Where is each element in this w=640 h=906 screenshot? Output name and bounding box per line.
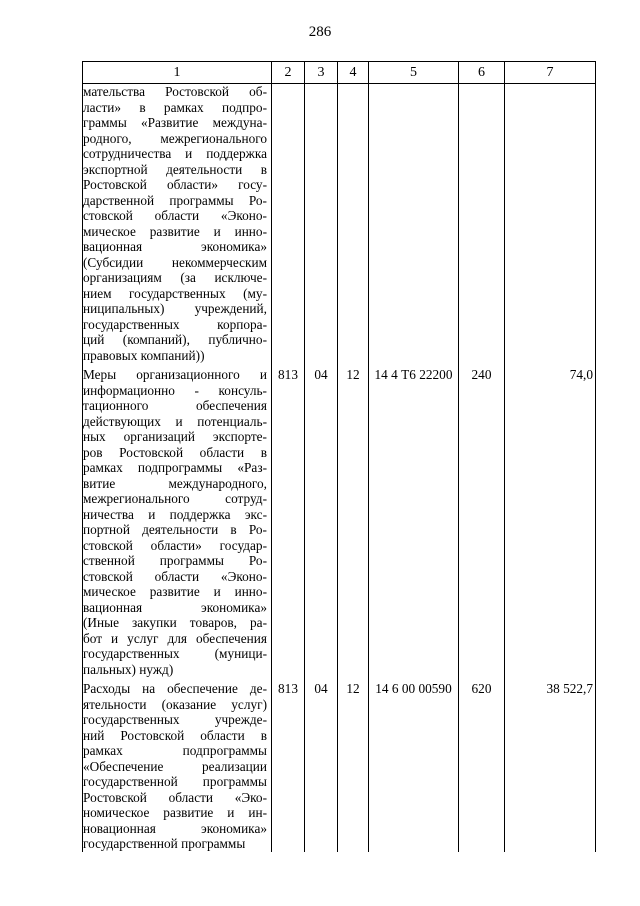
description-line: действующих и потенциаль- — [83, 413, 267, 429]
table-row — [83, 677, 596, 852]
description-line: вационная экономика» — [83, 599, 267, 615]
description-line: межрегионального сотруд- — [83, 491, 267, 506]
description-line: родного, межрегионального — [83, 130, 267, 146]
description-line: информационно - консуль- — [83, 382, 267, 398]
page-number: 286 — [308, 24, 332, 40]
section-code: 04 — [305, 677, 338, 852]
section-code: 04 — [305, 363, 338, 677]
row-description — [83, 677, 272, 852]
description-line: ниципальных) учреждений, — [83, 301, 267, 316]
amount-value — [505, 84, 596, 364]
row-description — [83, 84, 272, 364]
table-row — [83, 84, 596, 364]
description-line: «Обеспечение реализации — [83, 758, 267, 774]
column-header: 3 — [305, 62, 338, 84]
subsection-code: 12 — [338, 677, 369, 852]
description-line: государственных учрежде- — [83, 712, 267, 727]
section-code — [305, 84, 338, 364]
description-line: сотрудничества и поддержка — [83, 146, 267, 161]
amount-value: 74,0 — [505, 363, 596, 677]
description-line: тационного обеспечения — [83, 398, 267, 413]
description-line: мическое развитие и инно- — [83, 584, 267, 599]
table-header-row — [83, 62, 596, 84]
description-line: вационная экономика» — [83, 239, 267, 254]
amount-value: 38 522,7 — [505, 677, 596, 852]
description-line: ных организаций экспорте- — [83, 429, 267, 444]
description-line: организациям (за исключе- — [83, 270, 267, 285]
ministry-code: 813 — [272, 363, 305, 677]
target-article-code — [369, 84, 459, 364]
description-line: стовской области «Эконо- — [83, 568, 267, 584]
row-description — [83, 363, 272, 677]
description-line: (Субсидии некоммерческим — [83, 254, 267, 270]
description-line: государственных (муници- — [83, 646, 267, 661]
description-line: нием государственных (му- — [83, 285, 267, 301]
expense-type-code: 620 — [459, 677, 505, 852]
description-line: Расходы на обеспечение де- — [83, 681, 267, 696]
description-line: новационная экономика» — [83, 820, 267, 836]
ministry-code: 813 — [272, 677, 305, 852]
target-article-code: 14 4 Т6 22200 — [369, 363, 459, 677]
description-line: ничества и поддержка экс- — [83, 506, 267, 522]
description-line: ятельности (оказание услуг) — [83, 696, 267, 712]
description-line: рамках подпрограммы — [83, 743, 267, 758]
table-row — [83, 363, 596, 677]
description-line: государственной программы — [83, 836, 246, 851]
description-line: стовской области «Эконо- — [83, 208, 267, 223]
subsection-code: 12 — [338, 363, 369, 677]
description-line: мательства Ростовской об- — [83, 84, 267, 99]
description-line: бот и услуг для обеспечения — [83, 630, 267, 646]
subsection-code — [338, 84, 369, 364]
description-line: государственных корпора- — [83, 316, 267, 332]
target-article-code: 14 6 00 00590 — [369, 677, 459, 852]
description-line: портной деятельности в Ро- — [83, 522, 267, 537]
column-header: 5 — [369, 62, 459, 84]
column-header: 6 — [459, 62, 505, 84]
description-line: граммы «Развитие междуна- — [83, 115, 267, 130]
description-line: ций (компаний), публично- — [83, 332, 267, 347]
description-line: рамках подпрограммы «Раз- — [83, 460, 267, 475]
budget-table — [82, 61, 596, 852]
expense-type-code: 240 — [459, 363, 505, 677]
description-line: дарственной программы Ро- — [83, 192, 267, 208]
description-line: витие международного, — [83, 475, 267, 491]
description-line: стовской области» государ- — [83, 537, 267, 553]
description-line: ров Ростовской области в — [83, 444, 267, 460]
column-header: 7 — [505, 62, 596, 84]
description-line: ний Ростовской области в — [83, 727, 267, 743]
ministry-code — [272, 84, 305, 364]
expense-type-code — [459, 84, 505, 364]
description-line: экспортной деятельности в — [83, 161, 267, 177]
description-line: Ростовской области» госу- — [83, 177, 267, 192]
description-line: государственной программы — [83, 774, 267, 789]
description-line: номическое развитие и ин- — [83, 805, 267, 820]
description-line: правовых компаний)) — [83, 347, 205, 363]
column-header: 2 — [272, 62, 305, 84]
description-line: Ростовской области «Эко- — [83, 789, 267, 805]
description-line: мическое развитие и инно- — [83, 223, 267, 239]
description-line: ственной программы Ро- — [83, 553, 267, 568]
column-header: 1 — [83, 62, 272, 84]
description-line: пальных) нужд) — [83, 661, 174, 677]
description-line: Меры организационного и — [83, 367, 267, 382]
column-header: 4 — [338, 62, 369, 84]
description-line: ласти» в рамках подпро- — [83, 99, 267, 115]
description-line: (Иные закупки товаров, ра- — [83, 615, 267, 630]
